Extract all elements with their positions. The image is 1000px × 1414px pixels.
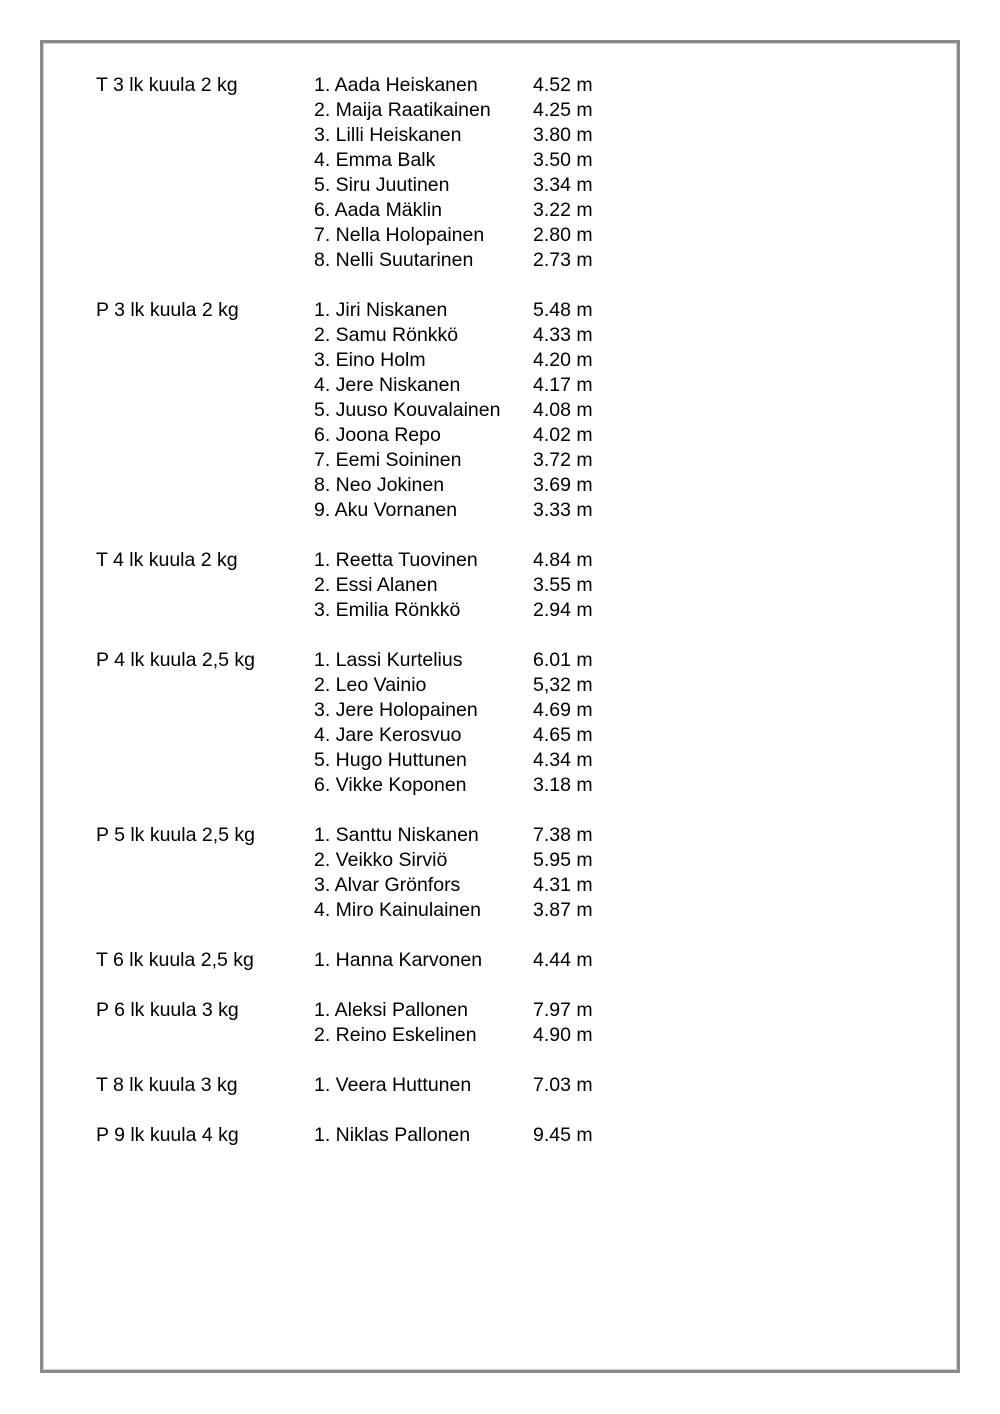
result-row [96, 373, 696, 398]
result-group [96, 1073, 696, 1098]
result-row [96, 73, 696, 98]
category-label [96, 748, 314, 773]
athlete-place-name: 2. Leo Vainio [314, 674, 427, 696]
result-value: 9.45 m [533, 1124, 593, 1146]
result-value: 7.03 m [533, 1074, 593, 1096]
athlete-place-name: 2. Samu Rönkkö [314, 324, 459, 346]
result-group [96, 548, 696, 623]
athlete-place-name: 6. Vikke Koponen [314, 774, 467, 796]
result-row [96, 423, 696, 448]
result-value: 4.02 m [533, 424, 593, 446]
result-row [96, 398, 696, 423]
result-row [96, 473, 696, 498]
category-label [96, 773, 314, 798]
athlete-place-name: 7. Nella Holopainen [314, 224, 485, 246]
result-row [96, 223, 696, 248]
result-value: 2.94 m [533, 599, 593, 621]
result-row [96, 298, 696, 323]
athlete-place-name: 1. Hanna Karvonen [314, 949, 483, 971]
athlete-place-name: 4. Emma Balk [314, 149, 436, 171]
category-label [96, 398, 314, 423]
result-value: 4.90 m [533, 1024, 593, 1046]
category-label: P 3 lk kuula 2 kg [96, 299, 239, 321]
result-value: 4.84 m [533, 549, 593, 571]
result-row [96, 598, 696, 623]
result-row [96, 98, 696, 123]
result-row [96, 1123, 696, 1148]
result-group [96, 948, 696, 973]
result-row [96, 248, 696, 273]
category-label [96, 698, 314, 723]
athlete-place-name: 1. Niklas Pallonen [314, 1124, 471, 1146]
result-value: 3.50 m [533, 149, 593, 171]
result-row [96, 998, 696, 1023]
result-value: 5.48 m [533, 299, 593, 321]
result-row [96, 698, 696, 723]
athlete-place-name: 2. Essi Alanen [314, 574, 438, 596]
athlete-place-name: 1. Reetta Tuovinen [314, 549, 478, 571]
result-value: 3.18 m [533, 774, 593, 796]
category-label [96, 848, 314, 873]
category-label: P 4 lk kuula 2,5 kg [96, 649, 255, 671]
result-row [96, 723, 696, 748]
category-label [96, 323, 314, 348]
result-value: 2.80 m [533, 224, 593, 246]
result-value: 3.22 m [533, 199, 593, 221]
category-label [96, 673, 314, 698]
result-value: 3.80 m [533, 124, 593, 146]
athlete-place-name: 3. Lilli Heiskanen [314, 124, 462, 146]
athlete-place-name: 1. Jiri Niskanen [314, 299, 448, 321]
result-row [96, 198, 696, 223]
result-row [96, 348, 696, 373]
category-label [96, 223, 314, 248]
category-label [96, 598, 314, 623]
result-row [96, 898, 696, 923]
result-row [96, 323, 696, 348]
athlete-place-name: 6. Aada Mäklin [314, 199, 442, 221]
result-group [96, 73, 696, 273]
athlete-place-name: 4. Jare Kerosvuo [314, 724, 462, 746]
athlete-place-name: 8. Nelli Suutarinen [314, 249, 474, 271]
category-label [96, 898, 314, 923]
category-label [96, 423, 314, 448]
result-value: 6.01 m [533, 649, 593, 671]
result-group [96, 998, 696, 1048]
result-row [96, 823, 696, 848]
category-label [96, 723, 314, 748]
category-label [96, 473, 314, 498]
result-row [96, 873, 696, 898]
result-value: 5,32 m [533, 674, 593, 696]
result-row [96, 1023, 696, 1048]
result-value: 3.33 m [533, 499, 593, 521]
athlete-place-name: 3. Emilia Rönkkö [314, 599, 461, 621]
result-group [96, 1123, 696, 1148]
category-label: P 5 lk kuula 2,5 kg [96, 824, 255, 846]
athlete-place-name: 3. Eino Holm [314, 349, 426, 371]
category-label: P 6 lk kuula 3 kg [96, 999, 239, 1021]
athlete-place-name: 1. Aleksi Pallonen [314, 999, 468, 1021]
result-row [96, 173, 696, 198]
result-value: 3.69 m [533, 474, 593, 496]
category-label [96, 498, 314, 523]
result-value: 4.65 m [533, 724, 593, 746]
result-value: 4.31 m [533, 874, 593, 896]
category-label [96, 148, 314, 173]
result-row [96, 148, 696, 173]
category-label [96, 1023, 314, 1048]
result-row [96, 448, 696, 473]
result-row [96, 498, 696, 523]
category-label: T 6 lk kuula 2,5 kg [96, 949, 254, 971]
category-label: P 9 lk kuula 4 kg [96, 1124, 239, 1146]
result-row [96, 648, 696, 673]
athlete-place-name: 2. Reino Eskelinen [314, 1024, 477, 1046]
result-value: 3.72 m [533, 449, 593, 471]
athlete-place-name: 1. Lassi Kurtelius [314, 649, 463, 671]
result-value: 2.73 m [533, 249, 593, 271]
category-label: T 8 lk kuula 3 kg [96, 1074, 238, 1096]
result-row [96, 573, 696, 598]
category-label: T 3 lk kuula 2 kg [96, 74, 238, 96]
result-row [96, 948, 696, 973]
result-value: 4.25 m [533, 99, 593, 121]
athlete-place-name: 9. Aku Vornanen [314, 499, 458, 521]
result-value: 3.34 m [533, 174, 593, 196]
athlete-place-name: 3. Alvar Grönfors [314, 874, 461, 896]
athlete-place-name: 2. Veikko Sirviö [314, 849, 448, 871]
athlete-place-name: 7. Eemi Soininen [314, 449, 462, 471]
result-value: 3.87 m [533, 899, 593, 921]
result-row [96, 773, 696, 798]
category-label [96, 173, 314, 198]
result-row [96, 1073, 696, 1098]
result-row [96, 848, 696, 873]
result-value: 4.52 m [533, 74, 593, 96]
athlete-place-name: 1. Aada Heiskanen [314, 74, 478, 96]
result-group [96, 648, 696, 798]
athlete-place-name: 6. Joona Repo [314, 424, 441, 446]
category-label [96, 573, 314, 598]
result-value: 7.97 m [533, 999, 593, 1021]
category-label [96, 98, 314, 123]
result-value: 4.44 m [533, 949, 593, 971]
result-value: 4.08 m [533, 399, 593, 421]
category-label [96, 873, 314, 898]
result-row [96, 548, 696, 573]
category-label [96, 448, 314, 473]
result-value: 5.95 m [533, 849, 593, 871]
result-value: 4.17 m [533, 374, 593, 396]
athlete-place-name: 5. Siru Juutinen [314, 174, 450, 196]
category-label [96, 198, 314, 223]
result-value: 3.55 m [533, 574, 593, 596]
category-label [96, 123, 314, 148]
result-value: 4.33 m [533, 324, 593, 346]
category-label: T 4 lk kuula 2 kg [96, 549, 238, 571]
result-group [96, 823, 696, 923]
athlete-place-name: 5. Juuso Kouvalainen [314, 399, 501, 421]
result-value: 4.20 m [533, 349, 593, 371]
result-value: 4.69 m [533, 699, 593, 721]
athlete-place-name: 4. Miro Kainulainen [314, 899, 481, 921]
athlete-place-name: 2. Maija Raatikainen [314, 99, 491, 121]
result-row [96, 748, 696, 773]
results-list [96, 73, 696, 1173]
athlete-place-name: 8. Neo Jokinen [314, 474, 445, 496]
result-group [96, 298, 696, 523]
athlete-place-name: 4. Jere Niskanen [314, 374, 461, 396]
category-label [96, 373, 314, 398]
athlete-place-name: 1. Veera Huttunen [314, 1074, 472, 1096]
result-row [96, 673, 696, 698]
athlete-place-name: 5. Hugo Huttunen [314, 749, 467, 771]
result-value: 7.38 m [533, 824, 593, 846]
result-value: 4.34 m [533, 749, 593, 771]
athlete-place-name: 1. Santtu Niskanen [314, 824, 479, 846]
category-label [96, 248, 314, 273]
category-label [96, 348, 314, 373]
athlete-place-name: 3. Jere Holopainen [314, 699, 478, 721]
result-row [96, 123, 696, 148]
